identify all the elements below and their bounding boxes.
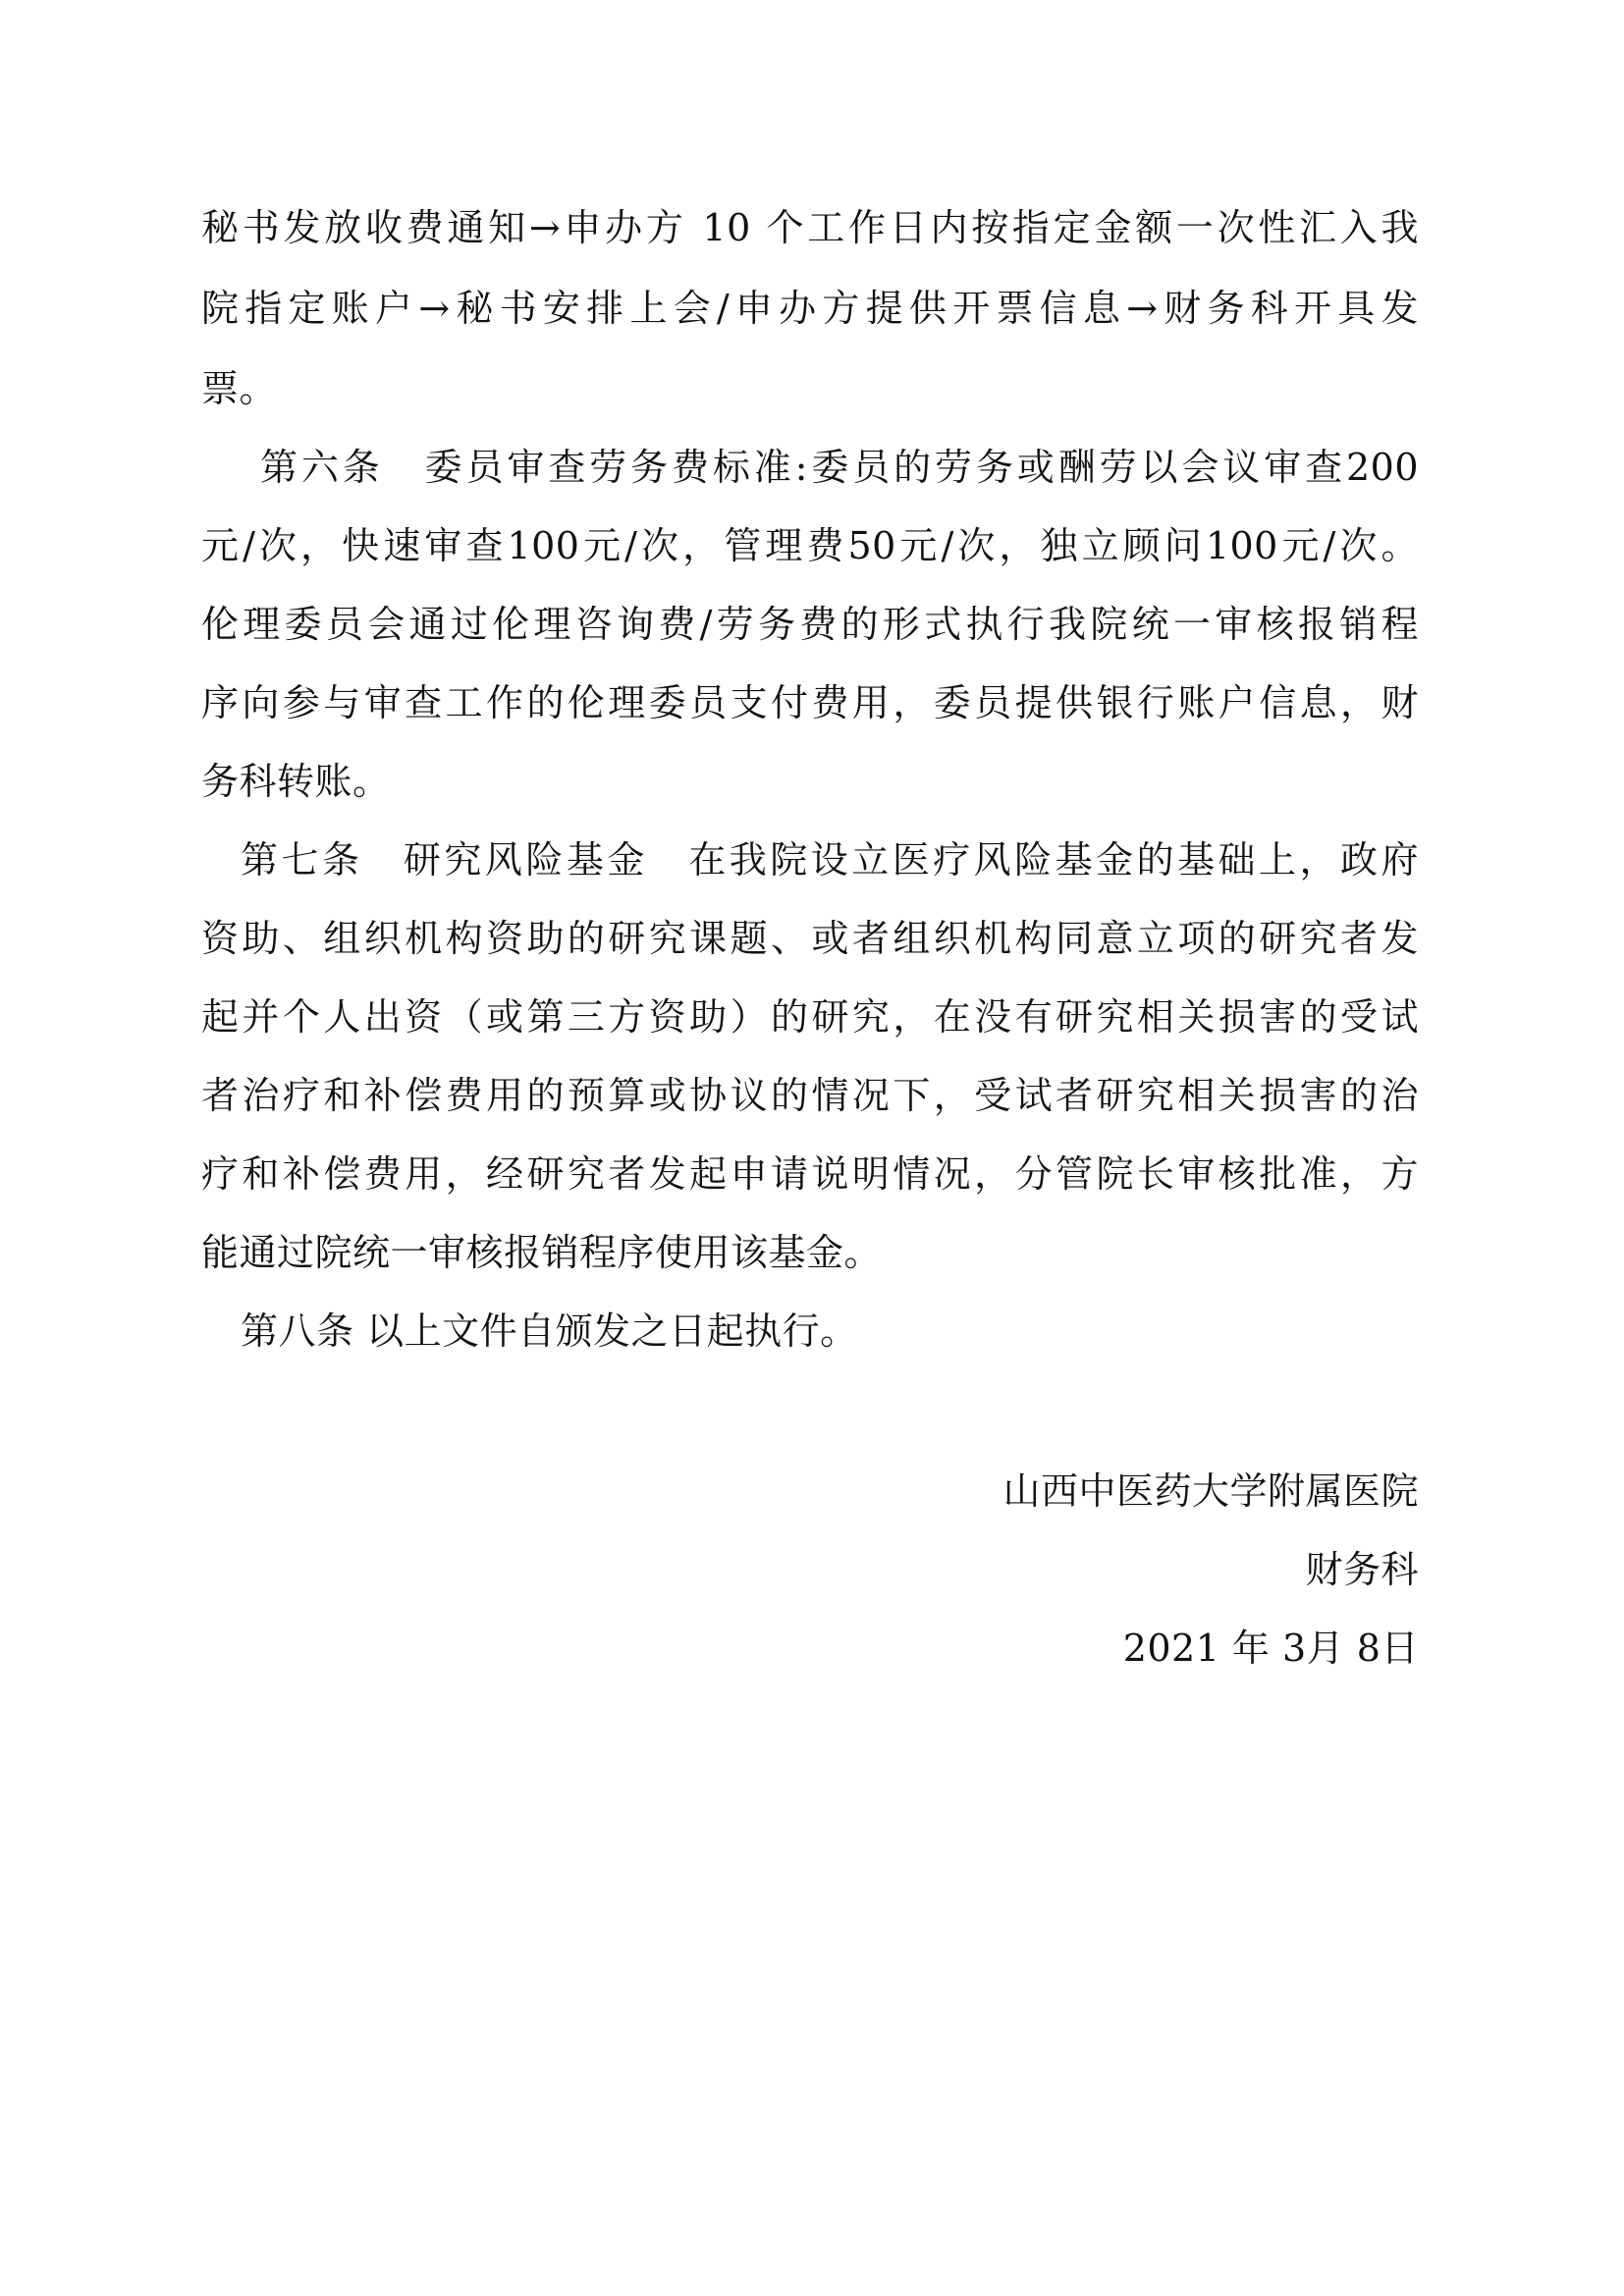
article-7-line-5: 疗和补偿费用，经研究者发起申请说明情况，分管院长审核批准，方: [201, 1152, 1419, 1196]
article-7-line-2: 资助、组织机构资助的研究课题、或者组织机构同意立项的研究者发: [201, 917, 1419, 960]
article-7-line-6: 能通过院统一审核报销程序使用该基金。: [201, 1231, 883, 1274]
signature-date: 2021 年 3月 8日: [1122, 1627, 1419, 1670]
body-line-3: 票。: [201, 367, 278, 410]
article-7-line-1: 第七条 研究风险基金 在我院设立医疗风险基金的基础上，政府: [241, 838, 1419, 881]
article-6-line-1: 第六条 委员审查劳务费标准:委员的劳务或酬劳以会议审查200: [260, 446, 1419, 489]
article-7-line-4: 者治疗和补偿费用的预算或协议的情况下，受试者研究相关损害的治: [201, 1074, 1419, 1117]
article-6-line-2: 元/次，快速审查100元/次，管理费50元/次，独立顾问100元/次。: [201, 524, 1419, 567]
body-line-1: 秘书发放收费通知→申办方 10 个工作日内按指定金额一次性汇入我: [201, 206, 1419, 249]
body-line-2: 院指定账户→秘书安排上会/申办方提供开票信息→财务科开具发: [201, 287, 1419, 330]
signature-department: 财务科: [1305, 1548, 1419, 1591]
article-6-line-5: 务科转账。: [201, 760, 391, 803]
signature-organization: 山西中医药大学附属医院: [1002, 1469, 1419, 1513]
article-6-line-4: 序向参与审查工作的伦理委员支付费用，委员提供银行账户信息，财: [201, 681, 1419, 724]
article-7-line-3: 起并个人出资（或第三方资助）的研究，在没有研究相关损害的受试: [201, 995, 1419, 1039]
article-6-line-3: 伦理委员会通过伦理咨询费/劳务费的形式执行我院统一审核报销程: [201, 603, 1419, 646]
article-8-line-1: 第八条 以上文件自颁发之日起执行。: [241, 1309, 858, 1353]
